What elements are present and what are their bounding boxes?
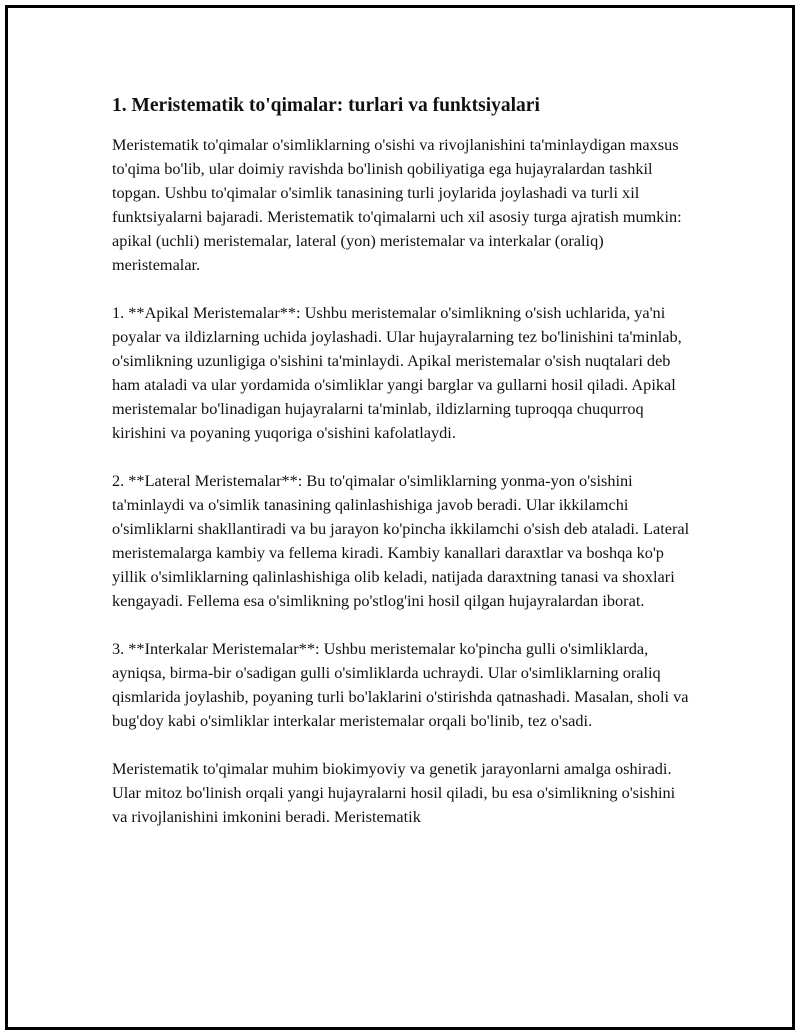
intro-paragraph: Meristematik to'qimalar o'simliklarning o'sishi va rivojlanishini ta'minlaydigan maxsus to'qima bo'lib, ular doimiy ravishda bo'linish qobiliyatiga ega hujayralardan tashkil topgan. Ushbu to'qimalar o'simlik tanasining turli joylarida joylashadi va turli xil funktsiyalarni bajaradi. Meristematik to'qimalarni uch xil asosiy turga ajratish mumkin: apikal (uchli) meristemalar, lateral (yon) meristemalar va interkalar (oraliq) meristemalar. bbox=[112, 135, 682, 274]
apikal-paragraph: 1. **Apikal Meristemalar**: Ushbu meristemalar o'simlikning o'sish uchlarida, ya'ni poyalar va ildizlarning uchida joylashadi. Ular hujayralarning tez bo'linishini ta'minlab, o'simlikning uzunligiga o'sishini ta'minlaydi. Apikal meristemalar o'sish nuqtalari deb ham ataladi va ular yordamida o'simliklar yangi barglar va gullarni hosil qiladi. Apikal meristemalar bo'linadigan hujayralarni ta'minlab, ildizlarning tuproqqa chuqurroq kirishini va poyaning yuqoriga o'sishini kafolatlaydi. bbox=[112, 303, 682, 442]
interkalar-paragraph: 3. **Interkalar Meristemalar**: Ushbu meristemalar ko'pincha gulli o'simliklarda, ayniqsa, birma-bir o'sadigan gulli o'simliklarda uchraydi. Ular o'simliklarning oraliq qismlarida joylashib, poyaning turli bo'laklarini o'stirishda qatnashadi. Masalan, sholi va bug'doy kabi o'simliklar interkalar meristemalar orqali bo'linib, tez o'sadi. bbox=[112, 639, 689, 730]
document-body bbox=[112, 93, 692, 853]
closing-paragraph: Meristematik to'qimalar muhim biokimyoviy va genetik jarayonlarni amalga oshiradi. Ular mitoz bo'linish orqali yangi hujayralarni hosil qiladi, bu esa o'simlikning o'sishini va rivojlanishini imkonini beradi. Meristematik bbox=[112, 759, 676, 826]
lateral-paragraph: 2. **Lateral Meristemalar**: Bu to'qimalar o'simliklarning yonma-yon o'sishini ta'minlaydi va o'simlik tanasining qalinlashishiga javob beradi. Ular ikkilamchi o'simliklarni shakllantiradi va bu jarayon ko'pincha ikkilamchi o'sish deb ataladi. Lateral meristemalarga kambiy va fellema kiradi. Kambiy kanallari daraxtlar va boshqa ko'p yillik o'simliklarning qalinlashishiga olib keladi, natijada daraxtning tanasi va shoxlari kengayadi. Fellema esa o'simlikning po'stlog'ini hosil qilgan hujayralardan iborat. bbox=[112, 471, 690, 610]
section-heading: 1. Meristematik to'qimalar: turlari va funktsiyalari bbox=[112, 95, 540, 116]
